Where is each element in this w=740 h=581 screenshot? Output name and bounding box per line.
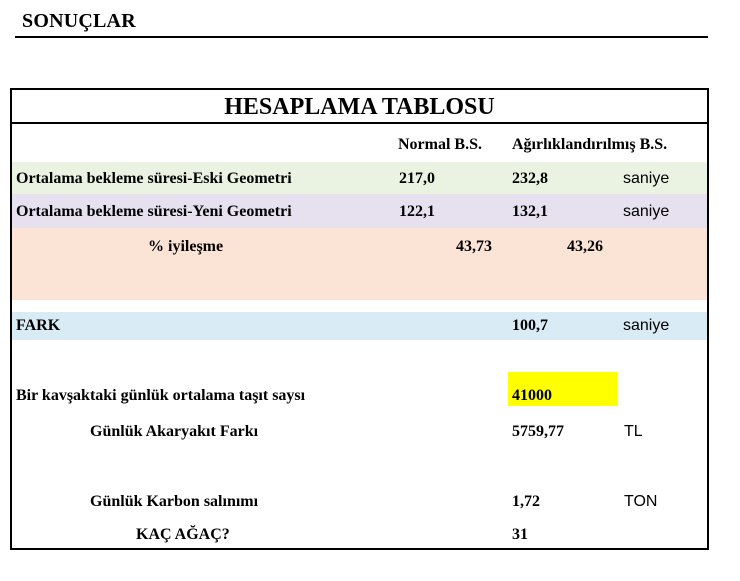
column-header-normal: Normal B.S. (398, 136, 482, 153)
row-yeni-label: Ortalama bekleme süresi-Yeni Geometri (16, 203, 292, 220)
row-fark-weighted: 100,7 (512, 317, 548, 334)
column-header-weighted: Ağırlıklandırılmış B.S. (512, 136, 668, 153)
row-fark-band (12, 312, 707, 340)
calculation-table (10, 88, 709, 550)
row-agac-label: KAÇ AĞAÇ? (136, 526, 230, 543)
row-yeni-normal: 122,1 (399, 203, 435, 220)
row-iyilesme-weighted: 43,26 (567, 238, 603, 255)
page-heading: SONUÇLAR (22, 10, 136, 32)
row-karbon-unit: TON (624, 493, 658, 510)
row-karbon-value: 1,72 (512, 493, 540, 510)
row-akaryakit-unit: TL (624, 423, 643, 440)
row-fark-unit: saniye (623, 317, 670, 334)
row-iyilesme-label: % iyileşme (148, 238, 224, 255)
row-fark-label: FARK (16, 317, 61, 334)
row-karbon-label: Günlük Karbon salınımı (90, 493, 259, 510)
row-tasit-value: 41000 (512, 387, 552, 404)
row-tasit-label: Bir kavşaktaki günlük ortalama taşıt saysı (16, 387, 306, 404)
row-yeni-weighted: 132,1 (512, 203, 548, 220)
table-title: HESAPLAMA TABLOSU (12, 90, 707, 124)
heading-underline (15, 36, 708, 38)
row-yeni-unit: saniye (623, 203, 670, 220)
row-eski-label: Ortalama bekleme süresi-Eski Geometri (16, 170, 292, 187)
row-akaryakit-label: Günlük Akaryakıt Farkı (90, 423, 259, 440)
row-eski-unit: saniye (623, 170, 670, 187)
row-eski-normal: 217,0 (399, 170, 435, 187)
row-iyilesme-normal: 43,73 (456, 238, 492, 255)
row-agac-value: 31 (512, 526, 528, 543)
row-akaryakit-value: 5759,77 (512, 423, 564, 440)
row-eski-weighted: 232,8 (512, 170, 548, 187)
